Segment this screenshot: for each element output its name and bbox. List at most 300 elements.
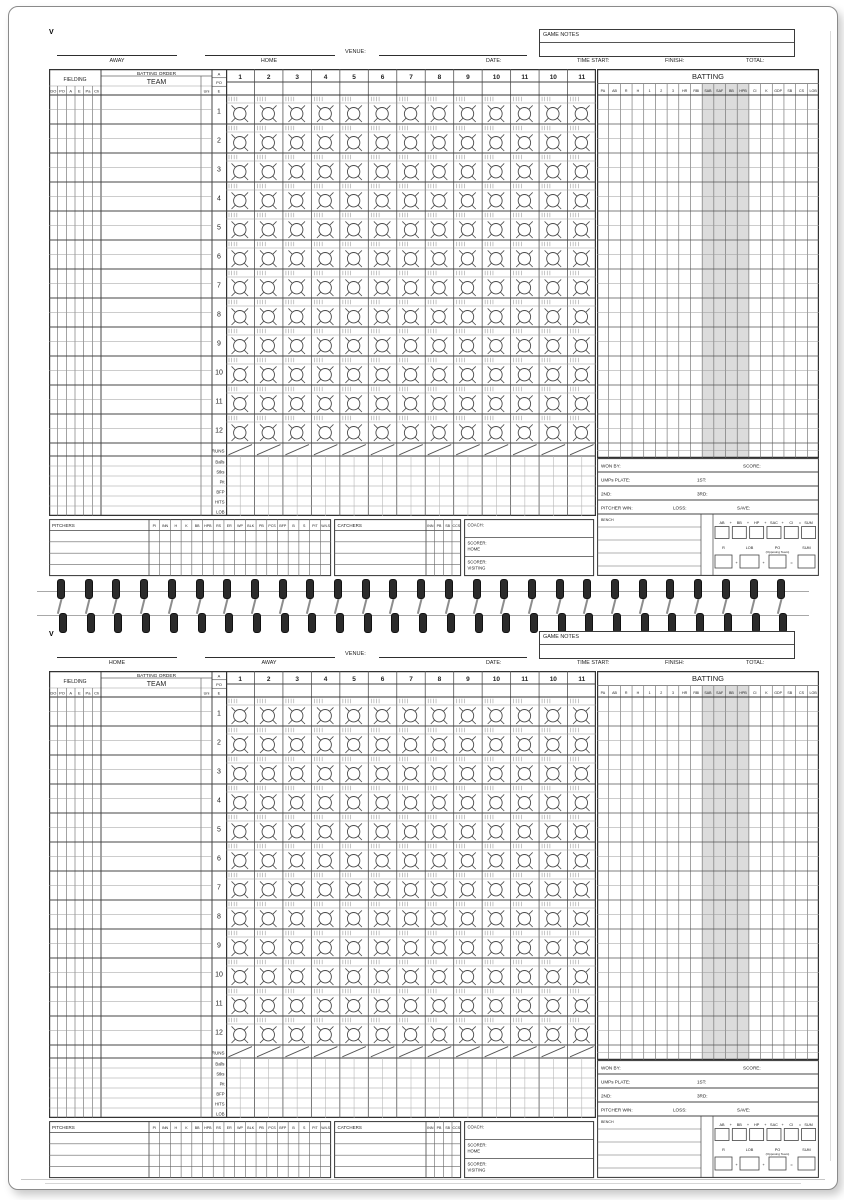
scoring-diamond[interactable] [404, 340, 416, 352]
scoring-diamond[interactable] [319, 166, 331, 178]
scoring-diamond[interactable] [319, 137, 331, 149]
scoring-diamond[interactable] [518, 137, 530, 149]
scoring-diamond[interactable] [575, 913, 587, 925]
scoring-diamond[interactable] [461, 195, 473, 207]
scoring-diamond[interactable] [262, 427, 274, 439]
scoring-diamond[interactable] [262, 1000, 274, 1012]
scoring-diamond[interactable] [547, 137, 559, 149]
scoring-diamond[interactable] [319, 369, 331, 381]
scoring-diamond[interactable] [490, 971, 502, 983]
scoring-diamond[interactable] [461, 768, 473, 780]
scoring-diamond[interactable] [347, 166, 359, 178]
scoring-diamond[interactable] [319, 340, 331, 352]
scoring-diamond[interactable] [547, 108, 559, 120]
scoring-diamond[interactable] [518, 826, 530, 838]
scoring-diamond[interactable] [319, 855, 331, 867]
scoring-diamond[interactable] [376, 710, 388, 722]
scoring-diamond[interactable] [376, 884, 388, 896]
scoring-diamond[interactable] [490, 710, 502, 722]
scoring-diamond[interactable] [262, 797, 274, 809]
scoring-diamond[interactable] [461, 855, 473, 867]
scoring-diamond[interactable] [262, 311, 274, 323]
scoring-diamond[interactable] [347, 884, 359, 896]
scoring-diamond[interactable] [461, 340, 473, 352]
scoring-diamond[interactable] [518, 224, 530, 236]
scoring-diamond[interactable] [461, 224, 473, 236]
scoring-diamond[interactable] [404, 768, 416, 780]
scoring-diamond[interactable] [547, 739, 559, 751]
team-left-input-line[interactable] [57, 649, 177, 658]
scoring-diamond[interactable] [518, 1000, 530, 1012]
scoring-diamond[interactable] [433, 768, 445, 780]
scoring-diamond[interactable] [376, 195, 388, 207]
scoring-diamond[interactable] [433, 739, 445, 751]
scoring-diamond[interactable] [291, 884, 303, 896]
scoring-diamond[interactable] [347, 1029, 359, 1041]
scoring-diamond[interactable] [547, 311, 559, 323]
sum-box[interactable] [715, 527, 729, 539]
scoring-diamond[interactable] [404, 710, 416, 722]
scoring-diamond[interactable] [575, 739, 587, 751]
scoring-diamond[interactable] [319, 195, 331, 207]
scoring-diamond[interactable] [518, 253, 530, 265]
scoring-diamond[interactable] [319, 710, 331, 722]
scoring-diamond[interactable] [234, 710, 246, 722]
scoring-diamond[interactable] [262, 913, 274, 925]
scoring-diamond[interactable] [547, 195, 559, 207]
sum-box[interactable] [740, 1157, 759, 1170]
scoring-diamond[interactable] [518, 195, 530, 207]
roster-grid[interactable] [49, 671, 226, 1118]
scoring-diamond[interactable] [376, 1000, 388, 1012]
scoring-diamond[interactable] [575, 427, 587, 439]
sum-box[interactable] [802, 527, 816, 539]
scoring-diamond[interactable] [404, 224, 416, 236]
scoring-diamond[interactable] [262, 340, 274, 352]
scoring-diamond[interactable] [518, 427, 530, 439]
scoring-diamond[interactable] [490, 884, 502, 896]
scoring-diamond[interactable] [234, 282, 246, 294]
scoring-diamond[interactable] [319, 311, 331, 323]
scoring-diamond[interactable] [234, 884, 246, 896]
scoring-diamond[interactable] [433, 1029, 445, 1041]
scoring-diamond[interactable] [262, 1029, 274, 1041]
scoring-diamond[interactable] [347, 137, 359, 149]
scoring-diamond[interactable] [518, 282, 530, 294]
scoring-diamond[interactable] [547, 1029, 559, 1041]
scoring-diamond[interactable] [262, 942, 274, 954]
game-summary-panel[interactable] [597, 458, 819, 576]
scoring-diamond[interactable] [575, 398, 587, 410]
scoring-diamond[interactable] [291, 710, 303, 722]
scoring-diamond[interactable] [575, 884, 587, 896]
scoring-diamond[interactable] [433, 340, 445, 352]
scoring-diamond[interactable] [490, 942, 502, 954]
scoring-diamond[interactable] [575, 1029, 587, 1041]
scoring-diamond[interactable] [575, 340, 587, 352]
sum-box[interactable] [769, 1157, 786, 1170]
sum-box[interactable] [732, 1129, 746, 1141]
scoring-diamond[interactable] [234, 369, 246, 381]
scoring-diamond[interactable] [575, 108, 587, 120]
scoring-diamond[interactable] [518, 311, 530, 323]
scoring-diamond[interactable] [234, 942, 246, 954]
scoring-diamond[interactable] [404, 1000, 416, 1012]
scoring-diamond[interactable] [518, 108, 530, 120]
scoring-diamond[interactable] [575, 797, 587, 809]
scoring-diamond[interactable] [404, 137, 416, 149]
scoring-diamond[interactable] [291, 427, 303, 439]
scoring-diamond[interactable] [291, 282, 303, 294]
scoring-diamond[interactable] [461, 1000, 473, 1012]
scoring-diamond[interactable] [291, 1000, 303, 1012]
scoring-diamond[interactable] [461, 253, 473, 265]
scoring-diamond[interactable] [518, 710, 530, 722]
scoring-diamond[interactable] [461, 797, 473, 809]
scoring-diamond[interactable] [262, 166, 274, 178]
scoring-diamond[interactable] [376, 739, 388, 751]
scoring-diamond[interactable] [490, 369, 502, 381]
scoring-diamond[interactable] [319, 797, 331, 809]
scoring-diamond[interactable] [291, 137, 303, 149]
scoring-diamond[interactable] [575, 224, 587, 236]
sum-box[interactable] [769, 555, 786, 568]
scoring-diamond[interactable] [347, 311, 359, 323]
scoring-diamond[interactable] [433, 166, 445, 178]
scoring-diamond[interactable] [234, 398, 246, 410]
venue-input-line[interactable] [379, 649, 527, 658]
scoring-diamond[interactable] [547, 224, 559, 236]
scoring-diamond[interactable] [376, 166, 388, 178]
sum-box[interactable] [740, 555, 759, 568]
scoring-diamond[interactable] [433, 224, 445, 236]
scoring-diamond[interactable] [376, 398, 388, 410]
scoring-grid[interactable] [226, 69, 596, 516]
scoring-diamond[interactable] [575, 253, 587, 265]
batting-stats-grid[interactable] [597, 69, 819, 458]
scoring-diamond[interactable] [262, 282, 274, 294]
scoring-diamond[interactable] [461, 913, 473, 925]
scoring-diamond[interactable] [490, 913, 502, 925]
scoring-diamond[interactable] [291, 826, 303, 838]
scoring-diamond[interactable] [461, 166, 473, 178]
scoring-diamond[interactable] [404, 1029, 416, 1041]
scoring-diamond[interactable] [518, 884, 530, 896]
scoring-diamond[interactable] [376, 768, 388, 780]
scoring-diamond[interactable] [404, 108, 416, 120]
scoring-diamond[interactable] [490, 1029, 502, 1041]
scoring-diamond[interactable] [547, 398, 559, 410]
venue-input-line[interactable] [379, 47, 527, 56]
scoring-diamond[interactable] [291, 768, 303, 780]
scoring-diamond[interactable] [376, 369, 388, 381]
scoring-diamond[interactable] [291, 311, 303, 323]
scoring-diamond[interactable] [518, 398, 530, 410]
scoring-diamond[interactable] [404, 311, 416, 323]
scoring-diamond[interactable] [376, 224, 388, 236]
scoring-diamond[interactable] [262, 739, 274, 751]
scoring-diamond[interactable] [575, 768, 587, 780]
scoring-diamond[interactable] [404, 855, 416, 867]
scoring-diamond[interactable] [547, 942, 559, 954]
sum-box[interactable] [784, 1129, 798, 1141]
scoring-diamond[interactable] [262, 884, 274, 896]
scoring-diamond[interactable] [234, 797, 246, 809]
sum-box[interactable] [802, 1129, 816, 1141]
scoring-diamond[interactable] [291, 195, 303, 207]
scoring-diamond[interactable] [433, 427, 445, 439]
scoring-diamond[interactable] [234, 253, 246, 265]
scoring-diamond[interactable] [433, 826, 445, 838]
scoring-diamond[interactable] [319, 427, 331, 439]
scoring-diamond[interactable] [490, 282, 502, 294]
scoring-diamond[interactable] [291, 942, 303, 954]
scoring-diamond[interactable] [291, 739, 303, 751]
scoring-diamond[interactable] [262, 826, 274, 838]
scoring-diamond[interactable] [291, 166, 303, 178]
scoring-diamond[interactable] [575, 826, 587, 838]
sum-box[interactable] [715, 1157, 732, 1170]
scoring-diamond[interactable] [291, 224, 303, 236]
scoring-diamond[interactable] [376, 427, 388, 439]
scoring-diamond[interactable] [347, 224, 359, 236]
scoring-diamond[interactable] [319, 1029, 331, 1041]
sum-box[interactable] [732, 527, 746, 539]
scoring-diamond[interactable] [262, 108, 274, 120]
scoring-diamond[interactable] [461, 108, 473, 120]
scoring-diamond[interactable] [347, 768, 359, 780]
scoring-diamond[interactable] [518, 768, 530, 780]
scoring-diamond[interactable] [319, 739, 331, 751]
scoring-diamond[interactable] [547, 427, 559, 439]
scoring-diamond[interactable] [376, 340, 388, 352]
scoring-diamond[interactable] [461, 884, 473, 896]
scoring-diamond[interactable] [347, 1000, 359, 1012]
scoring-diamond[interactable] [433, 311, 445, 323]
scoring-diamond[interactable] [461, 971, 473, 983]
scoring-diamond[interactable] [433, 398, 445, 410]
scoring-diamond[interactable] [404, 797, 416, 809]
scoring-diamond[interactable] [433, 913, 445, 925]
scoring-diamond[interactable] [433, 797, 445, 809]
scoring-diamond[interactable] [347, 398, 359, 410]
scoring-diamond[interactable] [319, 1000, 331, 1012]
scoring-diamond[interactable] [347, 797, 359, 809]
sum-box[interactable] [715, 1129, 729, 1141]
scoring-diamond[interactable] [461, 137, 473, 149]
scoring-diamond[interactable] [490, 768, 502, 780]
scoring-diamond[interactable] [518, 340, 530, 352]
scoring-diamond[interactable] [518, 739, 530, 751]
scoring-diamond[interactable] [461, 1029, 473, 1041]
scoring-diamond[interactable] [262, 224, 274, 236]
sum-box[interactable] [750, 1129, 764, 1141]
scoring-diamond[interactable] [547, 253, 559, 265]
scoring-diamond[interactable] [547, 1000, 559, 1012]
scoring-diamond[interactable] [347, 340, 359, 352]
scoring-diamond[interactable] [575, 1000, 587, 1012]
scoring-diamond[interactable] [404, 942, 416, 954]
scoring-diamond[interactable] [319, 224, 331, 236]
scoring-diamond[interactable] [518, 1029, 530, 1041]
scoring-diamond[interactable] [347, 108, 359, 120]
scoring-diamond[interactable] [433, 855, 445, 867]
scoring-diamond[interactable] [575, 311, 587, 323]
scoring-diamond[interactable] [234, 108, 246, 120]
scoring-diamond[interactable] [404, 282, 416, 294]
scoring-diamond[interactable] [547, 710, 559, 722]
pitchers-catchers-tables[interactable] [49, 1121, 594, 1178]
scoring-diamond[interactable] [234, 224, 246, 236]
scoring-diamond[interactable] [490, 398, 502, 410]
scoring-diamond[interactable] [461, 398, 473, 410]
scoring-diamond[interactable] [262, 855, 274, 867]
scoring-diamond[interactable] [433, 253, 445, 265]
scoring-diamond[interactable] [490, 253, 502, 265]
scoring-diamond[interactable] [575, 137, 587, 149]
scoring-diamond[interactable] [234, 427, 246, 439]
scoring-diamond[interactable] [234, 340, 246, 352]
scoring-diamond[interactable] [404, 166, 416, 178]
scoring-diamond[interactable] [262, 971, 274, 983]
scoring-diamond[interactable] [347, 195, 359, 207]
scoring-diamond[interactable] [461, 942, 473, 954]
scoring-diamond[interactable] [575, 369, 587, 381]
scoring-diamond[interactable] [291, 108, 303, 120]
scoring-diamond[interactable] [291, 971, 303, 983]
game-summary-panel[interactable] [597, 1060, 819, 1178]
scoring-diamond[interactable] [319, 942, 331, 954]
scoring-diamond[interactable] [347, 253, 359, 265]
scoring-diamond[interactable] [347, 710, 359, 722]
scoring-diamond[interactable] [291, 913, 303, 925]
scoring-diamond[interactable] [347, 971, 359, 983]
scoring-diamond[interactable] [262, 398, 274, 410]
team-right-input-line[interactable] [205, 649, 335, 658]
sum-box[interactable] [767, 527, 781, 539]
scoring-diamond[interactable] [547, 913, 559, 925]
scoring-diamond[interactable] [433, 195, 445, 207]
scoring-diamond[interactable] [575, 942, 587, 954]
scoring-diamond[interactable] [490, 1000, 502, 1012]
scoring-diamond[interactable] [262, 768, 274, 780]
scoring-grid[interactable] [226, 671, 596, 1118]
scoring-diamond[interactable] [575, 282, 587, 294]
scoring-diamond[interactable] [518, 797, 530, 809]
scoring-diamond[interactable] [262, 137, 274, 149]
scoring-diamond[interactable] [433, 369, 445, 381]
scoring-diamond[interactable] [234, 1029, 246, 1041]
scoring-diamond[interactable] [347, 826, 359, 838]
scoring-diamond[interactable] [547, 369, 559, 381]
scoring-diamond[interactable] [433, 137, 445, 149]
scoring-diamond[interactable] [234, 195, 246, 207]
scoring-diamond[interactable] [376, 971, 388, 983]
scoring-diamond[interactable] [490, 855, 502, 867]
scoring-diamond[interactable] [433, 108, 445, 120]
scoring-diamond[interactable] [291, 797, 303, 809]
scoring-diamond[interactable] [319, 884, 331, 896]
scoring-diamond[interactable] [575, 855, 587, 867]
scoring-diamond[interactable] [547, 884, 559, 896]
scoring-diamond[interactable] [376, 942, 388, 954]
scoring-diamond[interactable] [518, 369, 530, 381]
scoring-diamond[interactable] [404, 971, 416, 983]
scoring-diamond[interactable] [291, 253, 303, 265]
scoring-diamond[interactable] [490, 340, 502, 352]
scoring-diamond[interactable] [291, 855, 303, 867]
scoring-diamond[interactable] [234, 913, 246, 925]
sum-box[interactable] [784, 527, 798, 539]
scoring-diamond[interactable] [518, 971, 530, 983]
scoring-diamond[interactable] [490, 166, 502, 178]
roster-grid[interactable] [49, 69, 226, 516]
scoring-diamond[interactable] [376, 855, 388, 867]
scoring-diamond[interactable] [490, 739, 502, 751]
scoring-diamond[interactable] [347, 942, 359, 954]
scoring-diamond[interactable] [262, 710, 274, 722]
scoring-diamond[interactable] [575, 166, 587, 178]
scoring-diamond[interactable] [547, 971, 559, 983]
scoring-diamond[interactable] [575, 195, 587, 207]
scoring-diamond[interactable] [433, 942, 445, 954]
scoring-diamond[interactable] [490, 826, 502, 838]
scoring-diamond[interactable] [461, 427, 473, 439]
scoring-diamond[interactable] [433, 710, 445, 722]
scoring-diamond[interactable] [319, 768, 331, 780]
scoring-diamond[interactable] [518, 855, 530, 867]
scoring-diamond[interactable] [404, 253, 416, 265]
scoring-diamond[interactable] [376, 108, 388, 120]
game-notes-box[interactable] [539, 29, 795, 57]
scoring-diamond[interactable] [376, 282, 388, 294]
scoring-diamond[interactable] [319, 826, 331, 838]
scoring-diamond[interactable] [234, 137, 246, 149]
scoring-diamond[interactable] [347, 855, 359, 867]
scoring-diamond[interactable] [490, 311, 502, 323]
scoring-diamond[interactable] [547, 340, 559, 352]
scoring-diamond[interactable] [433, 1000, 445, 1012]
scoring-diamond[interactable] [262, 195, 274, 207]
scoring-diamond[interactable] [376, 826, 388, 838]
scoring-diamond[interactable] [404, 195, 416, 207]
scoring-diamond[interactable] [490, 108, 502, 120]
sum-box[interactable] [798, 555, 815, 568]
scoring-diamond[interactable] [347, 282, 359, 294]
scoring-diamond[interactable] [234, 971, 246, 983]
scoring-diamond[interactable] [433, 884, 445, 896]
scoring-diamond[interactable] [404, 398, 416, 410]
scoring-diamond[interactable] [376, 913, 388, 925]
scoring-diamond[interactable] [433, 971, 445, 983]
scoring-diamond[interactable] [575, 971, 587, 983]
scoring-diamond[interactable] [575, 710, 587, 722]
scoring-diamond[interactable] [547, 855, 559, 867]
scoring-diamond[interactable] [461, 369, 473, 381]
scoring-diamond[interactable] [518, 942, 530, 954]
scoring-diamond[interactable] [319, 398, 331, 410]
scoring-diamond[interactable] [433, 282, 445, 294]
scoring-diamond[interactable] [291, 340, 303, 352]
scoring-diamond[interactable] [234, 1000, 246, 1012]
scoring-diamond[interactable] [347, 427, 359, 439]
scoring-diamond[interactable] [262, 369, 274, 381]
scoring-diamond[interactable] [490, 427, 502, 439]
scoring-diamond[interactable] [319, 971, 331, 983]
scoring-diamond[interactable] [291, 1029, 303, 1041]
scoring-diamond[interactable] [376, 311, 388, 323]
scoring-diamond[interactable] [347, 739, 359, 751]
